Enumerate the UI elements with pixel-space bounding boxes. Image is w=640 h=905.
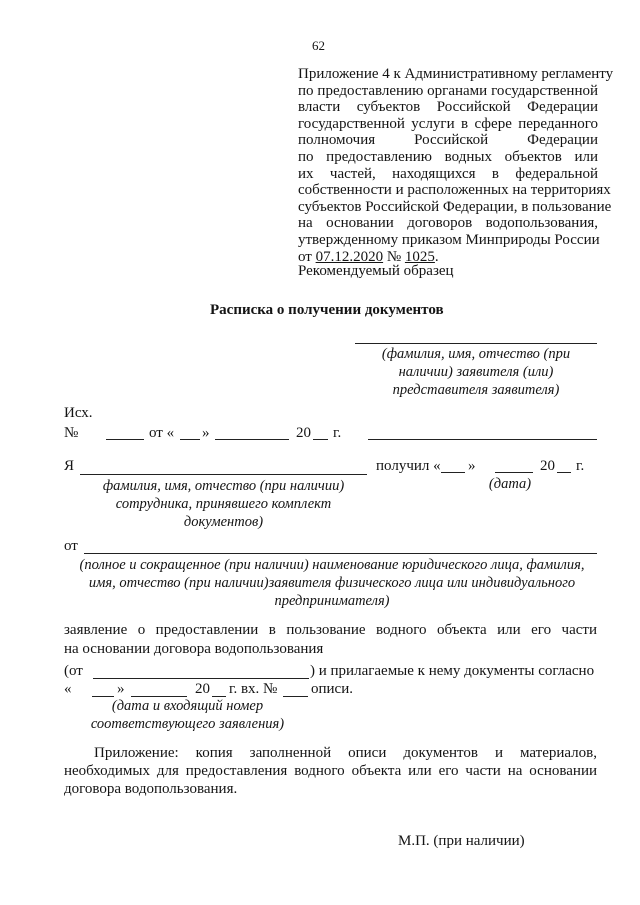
order-number: 1025 xyxy=(404,248,435,265)
appendix-line: собственности и расположенных на территориях xyxy=(298,182,611,199)
outgoing-extra-field[interactable] xyxy=(368,439,597,440)
from-label: от xyxy=(64,538,78,554)
appendix-line: утвержденному приказом Минприроды России xyxy=(298,231,600,248)
attached-caption xyxy=(80,697,295,733)
application-ref-field[interactable] xyxy=(93,678,309,679)
appendix-line: по предоставлению органами государственной xyxy=(298,82,598,99)
applicant-name-field[interactable] xyxy=(355,343,597,344)
statement-line: заявление о предоставлении в пользование водного объекта или его части xyxy=(64,622,597,638)
received-year-prefix: 20 xyxy=(540,458,555,474)
date-prefix: от xyxy=(298,248,316,265)
page-number: 62 xyxy=(312,38,325,53)
received-label: получил « xyxy=(376,458,441,474)
caption-line: фамилия, имя, отчество (при наличии) xyxy=(102,478,345,494)
inventory-label: описи. xyxy=(311,681,353,697)
document-title: Расписка о получении документов xyxy=(210,302,444,318)
appendix-note-line: договора водопользования. xyxy=(64,781,238,797)
caption-line: (дата и входящий номер xyxy=(111,698,264,714)
caption-line: предпринимателя) xyxy=(274,593,390,609)
appendix-line: их частей, находящихся в федеральной xyxy=(298,165,598,182)
received-day-field[interactable] xyxy=(441,472,465,473)
employee-name-field[interactable] xyxy=(80,474,367,475)
received-year-field[interactable] xyxy=(557,472,571,473)
appendix-header xyxy=(298,66,614,265)
outgoing-month-field[interactable] xyxy=(215,439,289,440)
appendix-line: на основании договоров водопользования, xyxy=(298,215,598,232)
caption-line: наличии) заявителя (или) xyxy=(398,364,554,380)
attached-close-text: ) и прилагаемые к нему документы согласно xyxy=(310,663,595,679)
attached-year-prefix: 20 xyxy=(195,681,210,697)
outgoing-from-label: от « xyxy=(149,425,175,441)
applicant-caption xyxy=(355,345,597,399)
outgoing-quote-close: » xyxy=(202,425,210,441)
appendix-line: полномочия Российской Федерации xyxy=(298,132,598,149)
sample-label: Рекомендуемый образец xyxy=(298,263,454,279)
statement-line: на основании договора водопользования xyxy=(64,641,324,657)
employee-caption xyxy=(80,477,367,531)
number-label: № xyxy=(64,425,79,441)
outgoing-day-field[interactable] xyxy=(180,439,200,440)
appendix-line: государственной услуги в сфере переданного xyxy=(298,115,598,132)
date-caption: (дата) xyxy=(488,476,532,492)
outgoing-number-field[interactable] xyxy=(106,439,144,440)
stamp-note: М.П. (при наличии) xyxy=(398,833,525,849)
caption-line: представителя заявителя) xyxy=(392,382,560,398)
received-quote-close: » xyxy=(468,458,476,474)
appendix-line: по предоставлению водных объектов или xyxy=(298,148,598,165)
organization-caption xyxy=(58,556,606,610)
attached-quote-open: « xyxy=(64,681,72,697)
attached-quote-close: » xyxy=(117,681,125,697)
outgoing-year-prefix: 20 xyxy=(296,425,311,441)
caption-line: (фамилия, имя, отчество (при xyxy=(381,346,571,362)
outgoing-year-field[interactable] xyxy=(313,439,328,440)
caption-line: сотрудника, принявшего комплект xyxy=(115,496,332,512)
received-month-field[interactable] xyxy=(495,472,533,473)
outgoing-year-suffix: г. xyxy=(333,425,342,441)
incoming-number-label: г. вх. № xyxy=(229,681,278,697)
attached-open: (от xyxy=(64,663,83,679)
appendix-line: власти субъектов Российской Федерации xyxy=(298,99,598,116)
order-date: 07.12.2020 xyxy=(315,248,384,265)
outgoing-label: Исх. xyxy=(64,405,93,421)
caption-line: (полное и сокращенное (при наличии) наименование юридического лица, фамилия, xyxy=(79,557,585,573)
caption-line: документов) xyxy=(183,514,264,530)
caption-line: имя, отчество (при наличии)заявителя физического лица или индивидуального xyxy=(88,575,576,591)
organization-name-field[interactable] xyxy=(84,553,597,554)
received-year-suffix: г. xyxy=(576,458,585,474)
receiver-label: Я xyxy=(64,458,75,474)
appendix-note-line: Приложение: копия заполненной описи документов и материалов, xyxy=(94,745,597,761)
caption-line: соответствующего заявления) xyxy=(90,716,285,732)
line-end: . xyxy=(434,248,439,265)
number-sign: № xyxy=(383,248,405,265)
appendix-line: Приложение 4 к Административному регламенту xyxy=(298,66,614,82)
appendix-line: субъектов Российской Федерации, в пользование xyxy=(298,198,612,215)
appendix-note-line: необходимых для предоставления водного объекта или его части на основании xyxy=(64,763,597,779)
